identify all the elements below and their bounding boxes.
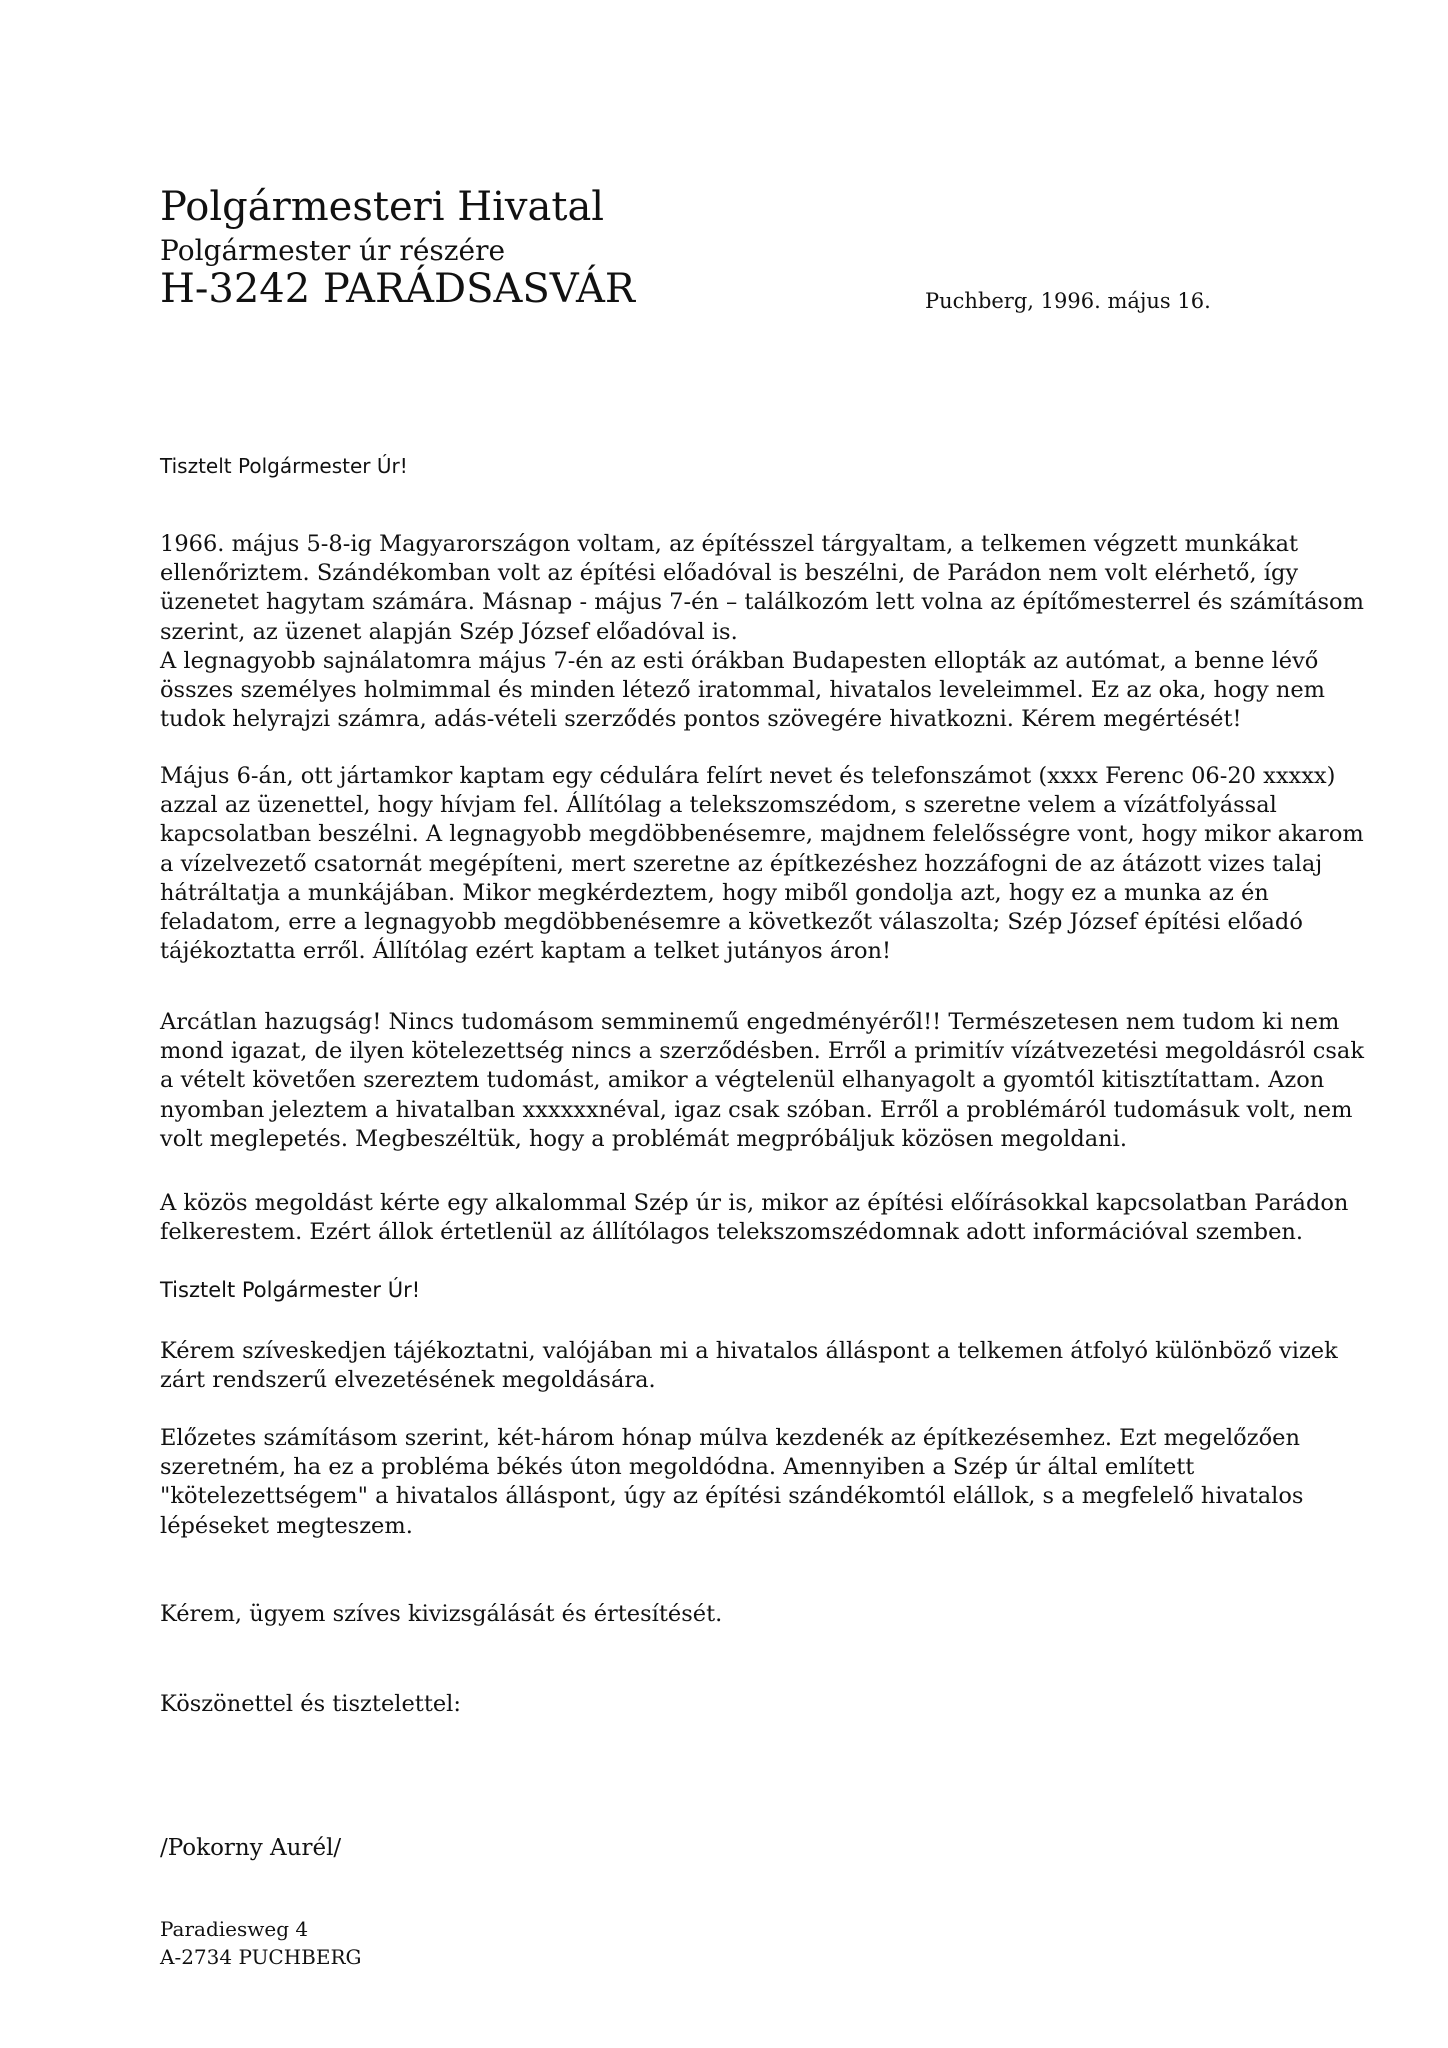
letter-body-3 xyxy=(160,1008,1380,1154)
recipient-address: H-3242 PARÁDSASVÁR xyxy=(160,266,635,312)
signature-name: /Pokorny Aurél/ xyxy=(160,1835,342,1861)
letter-body-4 xyxy=(160,1189,1380,1247)
paragraph-3: Május 6-án, ott jártamkor kaptam egy cédulára felírt nevet és telefonszámot (xxxx Ferenc 06-20 xxxxx) azzal az üzenettel, hogy hívjam fel. Állítólag a telekszomszédom, s szeretne velem a vízátfolyással kapcsolatban beszélni. A legnagyobb megdöbbenésemre, majdnem felelősségre vont, hogy mikor akarom a vízelvezető csatornát megépíteni, mert szeretne az építkezéshez hozzáfogni de az átázott vizes talaj hátráltatja a munkájában. Mikor megkérdeztem, hogy miből gondolja azt, hogy ez a munka az én feladatom, erre a legnagyobb megdöbbenésemre a következőt válaszolta; Szép József építési előadó tájékoztatta erről. Állítólag ezért kaptam a telket jutányos áron! xyxy=(160,763,1364,965)
letter-body-8 xyxy=(160,1600,1380,1629)
letter-body-9 xyxy=(160,1690,1380,1719)
sender-street: Paradiesweg 4 xyxy=(160,1917,309,1941)
closing-greeting: Köszönettel és tisztelettel: xyxy=(160,1691,461,1717)
letter-body xyxy=(160,530,1380,734)
closing-request: Kérem, ügyem szíves kivizsgálását és értesítését. xyxy=(160,1601,723,1627)
recipient-office: Polgármesteri Hivatal xyxy=(160,184,605,230)
sender-address xyxy=(160,1915,362,1971)
paragraph-6: Kérem szíveskedjen tájékoztatni, valójában mi a hivatalos álláspont a telkemen átfolyó különböző vizek zárt rendszerű elvezetésének megoldására. xyxy=(160,1338,1338,1394)
sender-city: A-2734 PUCHBERG xyxy=(160,1945,362,1969)
salutation-repeat: Tisztelt Polgármester Úr! xyxy=(160,1278,421,1302)
paragraph-4: Arcátlan hazugság! Nincs tudomásom semminemű engedményéről!! Természetesen nem tudom ki nem mond igazat, de ilyen kötelezettség nincs a szerződésben. Erről a primitív vízátvezetési megoldásról csak a vételt követően szereztem tudomást, amikor a végtelenül elhanyagolt a gyomtól kitisztítattam. Azon nyomban jeleztem a hivatalban xxxxxxnéval, igaz csak szóban. Erről a problémáról tudomásuk volt, nem volt meglepetés. Megbeszéltük, hogy a problémát megpróbáljuk közösen megoldani. xyxy=(160,1009,1364,1152)
recipient-attention: Polgármester úr részére xyxy=(160,234,506,267)
paragraph-2: A legnagyobb sajnálatomra május 7-én az esti órákban Budapesten ellopták az autómat, a benne lévő összes személyes holmimmal és minden létező iratommal, hivatalos leveleimmel. Ez az oka, hogy nem tudok helyrajzi számra, adás-vételi szerződés pontos szövegére hivatkozni. Kérem megértését! xyxy=(160,647,1325,733)
letter-body-7 xyxy=(160,1424,1380,1541)
paragraph-5: A közös megoldást kérte egy alkalommal Szép úr is, mikor az építési előírásokkal kapcsolatban Parádon felkerestem. Ezért állok értetlenül az állítólagos telekszomszédomnak adott információval szemben. xyxy=(160,1190,1349,1246)
place-date: Puchberg, 1996. május 16. xyxy=(925,289,1211,313)
salutation: Tisztelt Polgármester Úr! xyxy=(160,454,408,478)
paragraph-7: Előzetes számításom szerint, két-három hónap múlva kezdenék az építkezésemhez. Ezt megelőzően szeretném, ha ez a probléma békés úton megoldódna. Amennyiben a Szép úr által említett "kötelezettségem" a hivatalos álláspont, úgy az építési szándékomtól elállok, s a megfelelő hivatalos lépéseket megteszem. xyxy=(160,1425,1304,1539)
letter-body-2 xyxy=(160,762,1380,966)
letter-body-5 xyxy=(160,1276,1380,1305)
letter-body-6 xyxy=(160,1337,1380,1395)
paragraph-1: 1966. május 5-8-ig Magyarországon voltam, az építésszel tárgyaltam, a telkemen végzett munkákat ellenőriztem. Szándékomban volt az építési előadóval is beszélni, de Parádon nem volt elérhető, így üzenetet hagytam számára. Másnap - május 7-én – találkozóm lett volna az építőmesterrel és számításom szerint, az üzenet alapján Szép József előadóval is. xyxy=(160,531,1364,645)
